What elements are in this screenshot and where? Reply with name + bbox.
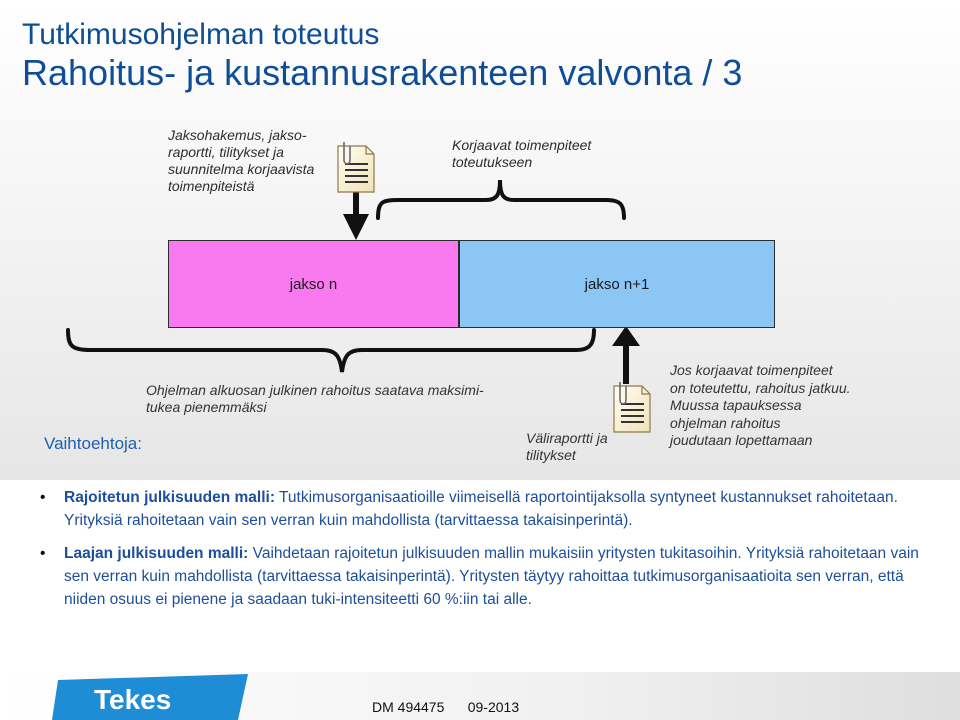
note-corrective-actions: Korjaavat toimenpiteet toteutukseen <box>452 137 592 170</box>
bullet-text: Tutkimusorganisaatioille viimeisellä raportointijaksolla syntyneet kustannukset rahoitetaan. Yrityksiä rahoitetaan vain sen verran kuin mahdollista (tarvittaessa takaisinperintä). <box>64 489 898 529</box>
document-date: 09-2013 <box>467 699 520 715</box>
bullet-item <box>40 486 940 532</box>
bullet-heading: Laajan julkisuuden malli: <box>64 545 249 562</box>
period-bar-n <box>168 240 459 328</box>
logo-text: Tekes <box>94 684 172 715</box>
note-interim-report: Väliraportti ja tilitykset <box>526 430 608 463</box>
bullet-heading: Rajoitetun julkisuuden malli: <box>64 489 275 506</box>
note-application-report: Jaksohakemus, jakso- raportti, tilitykset ja suunnitelma korjaavista toimenpiteistä <box>168 127 315 194</box>
bullet-dot: • <box>40 489 46 506</box>
tekes-logo <box>52 674 252 720</box>
bullet-text: Vaihdetaan rajoitetun julkisuuden mallin mukaisiin yritysten tukitasoihin. Yrityksiä rahoitetaan vain sen verran kuin mahdollista (tarvittaessa takaisinperintä). Yritysten täytyy rahoittaa tutkimusorganisaatioita sen verran, että niiden osuus ei pienene ja saadaan tuki-intensiteetti 60 %:iin tai alle. <box>64 545 919 608</box>
alternatives-label: Vaihtoehtoja: <box>44 434 142 453</box>
bullet-item <box>40 542 940 611</box>
slide-title: Tutkimusohjelman toteutus <box>22 18 380 51</box>
bottom-brace <box>68 330 594 372</box>
bullet-dot: • <box>40 545 46 562</box>
down-arrow-icon <box>343 190 369 240</box>
period-label-n1: jakso n+1 <box>584 275 650 293</box>
document-icon <box>614 382 650 432</box>
footer-info <box>372 699 519 715</box>
note-public-funding: Ohjelman alkuosan julkinen rahoitus saatava maksimi- tukea pienemmäksi <box>146 382 484 415</box>
document-number: DM 494475 <box>372 699 445 715</box>
slide-subtitle: Rahoitus- ja kustannusrakenteen valvonta / 3 <box>22 52 743 93</box>
up-arrow-icon <box>612 326 640 384</box>
note-funding-continues: Jos korjaavat toimenpiteet on toteutettu, rahoitus jatkuu. Muussa tapauksessa ohjelman rahoitus joudutaan lopettamaan <box>670 362 851 448</box>
period-label-n: jakso n <box>289 275 338 293</box>
period-bar-n1 <box>459 240 775 328</box>
top-brace <box>378 180 624 218</box>
bullet-list <box>40 486 940 621</box>
